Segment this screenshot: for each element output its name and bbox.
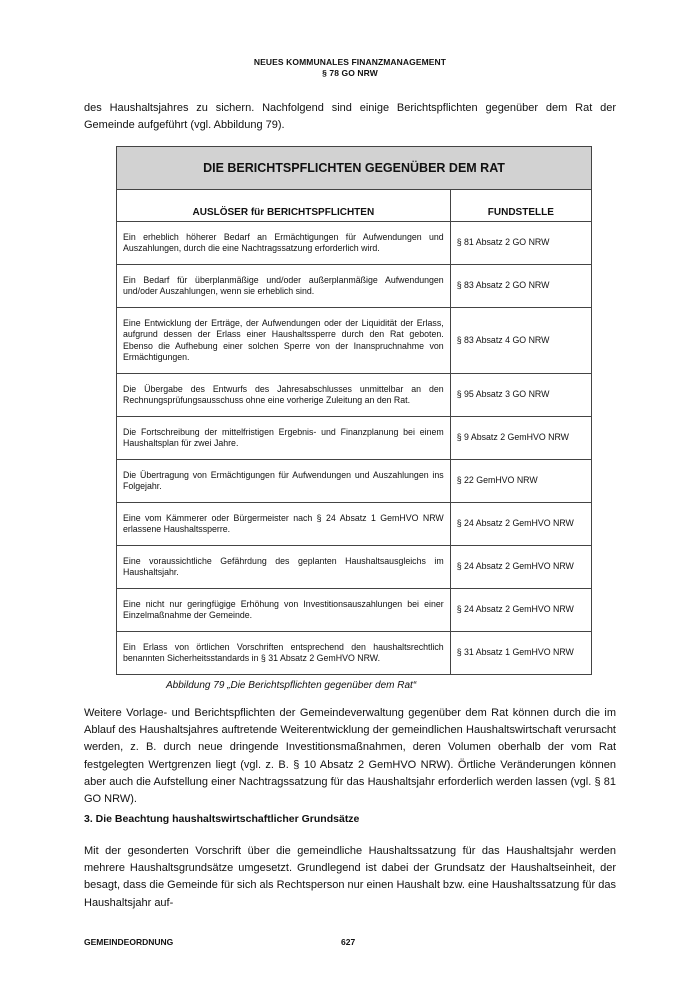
reporting-duties-table xyxy=(116,146,592,675)
footer-label: GEMEINDEORDNUNG xyxy=(84,937,174,947)
table-row xyxy=(117,308,592,374)
reference-cell: § 9 Absatz 2 GemHVO NRW xyxy=(450,417,591,460)
trigger-cell: Ein Erlass von örtlichen Vorschriften entsprechend den haushaltsrechtlich benannten Sicherheitsstandards in § 31 Absatz 2 GemHVO NRW. xyxy=(117,632,451,675)
reference-cell: § 81 Absatz 2 GO NRW xyxy=(450,222,591,265)
header-section: § 78 GO NRW xyxy=(322,68,378,78)
trigger-cell: Die Fortschreibung der mittelfristigen Ergebnis- und Finanzplanung bei einem Haushaltsplan für zwei Jahre. xyxy=(117,417,451,460)
table-title: DIE BERICHTSPFLICHTEN GEGENÜBER DEM RAT xyxy=(117,147,592,190)
page-number: 627 xyxy=(341,937,356,947)
table-row xyxy=(117,632,592,675)
header-title: NEUES KOMMUNALES FINANZMANAGEMENT xyxy=(253,57,447,67)
trigger-cell: Ein erheblich höherer Bedarf an Ermächtigungen für Aufwendungen und Auszahlungen, durch die eine Nachtragssatzung erforderlich wird. xyxy=(117,222,451,265)
reference-cell: § 83 Absatz 4 GO NRW xyxy=(450,308,591,374)
column-header-reference: FUNDSTELLE xyxy=(450,190,591,222)
table-row xyxy=(117,546,592,589)
trigger-cell: Eine nicht nur geringfügige Erhöhung von Investitionsauszahlungen bei einer Einzelmaßnahme der Gemeinde. xyxy=(117,589,451,632)
column-header-trigger: AUSLÖSER für BERICHTSPFLICHTEN xyxy=(117,190,451,222)
table-row xyxy=(117,460,592,503)
reference-cell: § 24 Absatz 2 GemHVO NRW xyxy=(450,546,591,589)
reference-cell: § 83 Absatz 2 GO NRW xyxy=(450,265,591,308)
table-row xyxy=(117,374,592,417)
trigger-cell: Eine Entwicklung der Erträge, der Aufwendungen oder der Liquidität der Erlass, aufgrund dessen der Erlass einer Haushaltssperre durch den Rat geboten. Ebenso die Aufhebung einer solchen Sperre von der Inanspruchnahme von Ermächtigungen. xyxy=(117,308,451,374)
page-header xyxy=(0,57,700,79)
body-paragraph: Weitere Vorlage- und Berichtspflichten der Gemeindeverwaltung gegenüber dem Rat können durch die im Ablauf des Haushaltsjahres auftretende Weiterentwicklung der gemeindlichen Haushaltswirtschaft verursacht werden, z. B. durch neue dringende Investitionsmaßnahmen, deren Volumen oberhalb der vom Rat festgelegten Wertgrenzen liegt (vgl. z. B. § 10 Absatz 2 GemHVO NRW). Örtliche Veränderungen können aber auch die Aufstellung einer Nachtragssatzung für das Haushaltsjahr erforderlich werden lassen (vgl. § 81 GO NRW). xyxy=(84,707,616,806)
table-row xyxy=(117,503,592,546)
table-row xyxy=(117,265,592,308)
table-row xyxy=(117,222,592,265)
figure-caption: Abbildung 79 „Die Berichtspflichten gegenüber dem Rat“ xyxy=(166,680,417,691)
trigger-cell: Die Übergabe des Entwurfs des Jahresabschlusses unmittelbar an den Rechnungsprüfungsausschuss ohne eine vorherige Zuleitung an den Rat. xyxy=(117,374,451,417)
reference-cell: § 31 Absatz 1 GemHVO NRW xyxy=(450,632,591,675)
reference-cell: § 95 Absatz 3 GO NRW xyxy=(450,374,591,417)
reference-cell: § 22 GemHVO NRW xyxy=(450,460,591,503)
body-paragraph: Mit der gesonderten Vorschrift über die gemeindliche Haushaltssatzung für das Haushaltsjahr werden mehrere Haushaltsgrundsätze umgesetzt. Grundlegend ist dabei der Grundsatz der Haushaltseinheit, der besagt, dass die Gemeinde für sich als Rechtsperson nur einen Haushalt bzw. eine Haushaltssatzung für das Haushaltsjahr auf- xyxy=(84,845,616,909)
trigger-cell: Eine vom Kämmerer oder Bürgermeister nach § 24 Absatz 1 GemHVO NRW erlassene Haushaltssperre. xyxy=(117,503,451,546)
section-heading: 3. Die Beachtung haushaltswirtschaftlicher Grundsätze xyxy=(84,813,360,825)
trigger-cell: Eine voraussichtliche Gefährdung des geplanten Haushaltsausgleichs im Haushaltsjahr. xyxy=(117,546,451,589)
reference-cell: § 24 Absatz 2 GemHVO NRW xyxy=(450,503,591,546)
table-row xyxy=(117,417,592,460)
reference-cell: § 24 Absatz 2 GemHVO NRW xyxy=(450,589,591,632)
trigger-cell: Die Übertragung von Ermächtigungen für Aufwendungen und Auszahlungen ins Folgejahr. xyxy=(117,460,451,503)
intro-paragraph: des Haushaltsjahres zu sichern. Nachfolgend sind einige Berichtspflichten gegenüber dem Rat der Gemeinde aufgeführt (vgl. Abbildung 79). xyxy=(84,102,616,132)
trigger-cell: Ein Bedarf für überplanmäßige und/oder außerplanmäßige Aufwendungen und/oder Auszahlungen, wenn sie erheblich sind. xyxy=(117,265,451,308)
table-row xyxy=(117,589,592,632)
